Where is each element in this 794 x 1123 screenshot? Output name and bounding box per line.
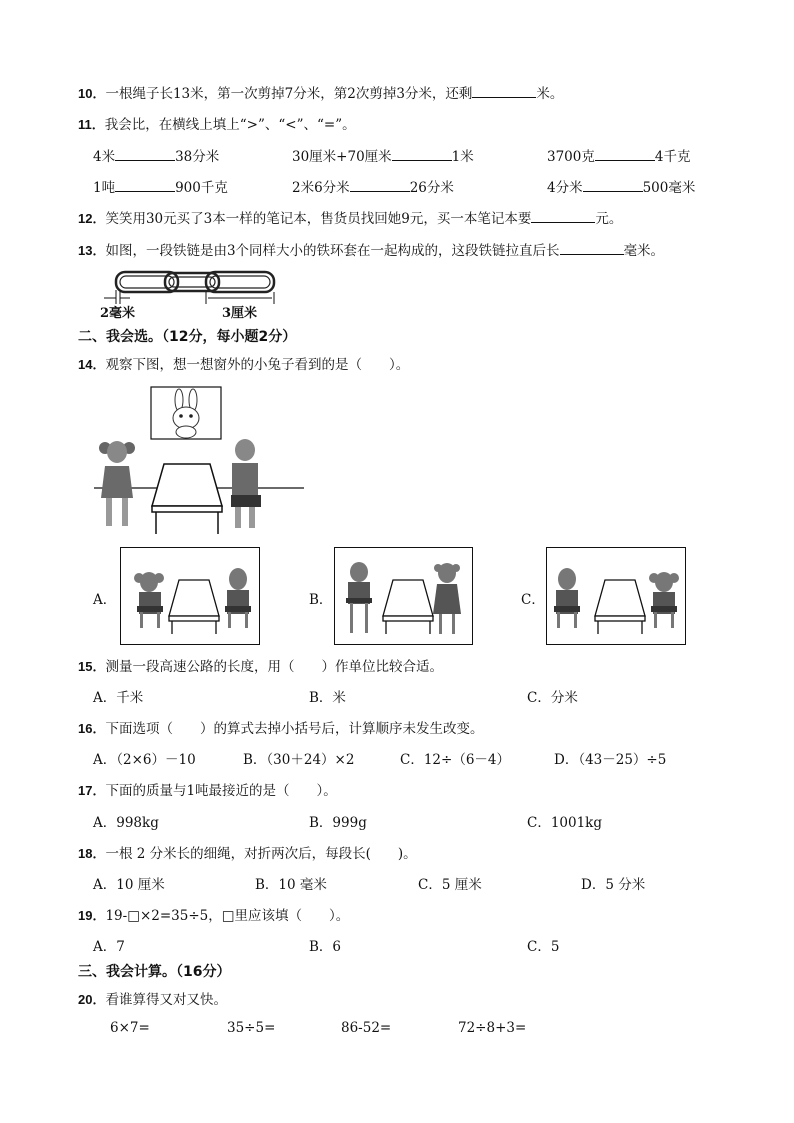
option-d[interactable]: D．（43－25）÷5	[554, 752, 667, 768]
compare-item	[547, 145, 690, 165]
compare-item	[292, 176, 454, 196]
compare-right: 26分米	[409, 180, 454, 196]
compare-left: 4分米	[547, 180, 583, 196]
question-text: 看谁算得又对又快。	[105, 992, 227, 1008]
compare-item	[292, 145, 474, 165]
question-text: 一根绳子长13米，第一次剪掉7分米，第2次剪掉3分米，还剩	[105, 86, 473, 102]
question-text: 一根 2 分米长的细绳，对折两次后，每段长( )。	[105, 846, 417, 862]
section-heading: 三、我会计算。（16分）	[78, 964, 231, 980]
question-number: 13．	[78, 243, 106, 258]
option-a-figure	[121, 548, 259, 644]
option-a[interactable]: A．7	[93, 939, 125, 955]
question-text: 下面的质量与1吨最接近的是（ ）。	[105, 783, 337, 799]
option-c[interactable]: C．12÷（6－4）	[400, 752, 510, 768]
option-b[interactable]: B．米	[309, 690, 346, 706]
question-unit: 毫米。	[623, 243, 665, 259]
answer-blank[interactable]	[595, 148, 655, 161]
question-unit: 元。	[595, 211, 623, 227]
option-b[interactable]: B．999g	[309, 815, 367, 831]
answer-blank[interactable]	[472, 85, 536, 98]
answer-blank[interactable]	[531, 210, 595, 223]
compare-item	[93, 145, 219, 165]
answer-blank[interactable]	[115, 179, 175, 192]
calc-expression: 86-52=	[341, 1020, 392, 1036]
question-text: 19-□×2=35÷5，□里应该填（ ）。	[105, 908, 350, 924]
option-b-figure	[335, 548, 472, 644]
question-number: 14．	[78, 357, 106, 372]
answer-blank[interactable]	[560, 242, 624, 255]
compare-left: 2米6分米	[292, 180, 350, 196]
question-number: 15．	[78, 659, 106, 674]
calc-expression: 6×7=	[110, 1020, 150, 1036]
option-a[interactable]: A．998kg	[93, 815, 159, 831]
answer-blank[interactable]	[115, 148, 175, 161]
question-number: 10．	[78, 86, 106, 101]
compare-left: 1吨	[93, 180, 116, 196]
question-17	[78, 779, 337, 799]
girl-figure	[99, 441, 135, 526]
option-c[interactable]: C．1001kg	[527, 815, 603, 831]
question-number: 16．	[78, 721, 106, 736]
option-label[interactable]: B．	[309, 592, 333, 608]
table-figure	[152, 464, 222, 534]
compare-item	[93, 176, 228, 196]
question-number: 19．	[78, 908, 106, 923]
question-16	[78, 717, 483, 737]
option-b-picture[interactable]	[334, 547, 473, 645]
question-14	[78, 353, 409, 373]
question-11	[78, 113, 356, 133]
question-18	[78, 842, 417, 862]
compare-right: 4千克	[654, 149, 691, 165]
compare-left: 30厘米+70厘米	[292, 149, 392, 165]
question-10	[78, 82, 563, 102]
question-number: 17．	[78, 783, 106, 798]
compare-left: 4米	[93, 149, 116, 165]
question-text: 如图，一段铁链是由3个同样大小的铁环套在一起构成的，这段铁链拉直后长	[105, 243, 560, 259]
question-12	[78, 207, 622, 227]
option-a[interactable]: A．（2×6）－10	[93, 752, 196, 768]
question-text: 观察下图，想一想窗外的小兔子看到的是（ ）。	[105, 357, 410, 373]
question-number: 18．	[78, 846, 106, 861]
compare-right: 900千克	[175, 180, 228, 196]
option-label[interactable]: C．	[521, 592, 545, 608]
compare-item	[547, 176, 695, 196]
option-label[interactable]: A．	[93, 592, 117, 608]
question-15	[78, 655, 443, 675]
chain-label-right: 3厘米	[222, 306, 258, 321]
calc-expression: 35÷5=	[227, 1020, 276, 1036]
compare-right: 500毫米	[642, 180, 696, 196]
option-b[interactable]: B．（30＋24）×2	[243, 752, 355, 768]
compare-right: 1米	[451, 149, 474, 165]
option-b[interactable]: B．10 毫米	[255, 877, 327, 893]
question-number: 11．	[78, 117, 105, 132]
question-13	[78, 239, 664, 259]
option-c[interactable]: C．5	[527, 939, 560, 955]
answer-blank[interactable]	[583, 179, 643, 192]
answer-blank[interactable]	[350, 179, 410, 192]
question-text: 笑笑用30元买了3本一样的笔记本，售货员找回她9元，买一本笔记本要	[105, 211, 532, 227]
question-text: 下面选项（ ）的算式去掉小括号后，计算顺序未发生改变。	[105, 721, 484, 737]
question-20	[78, 988, 227, 1008]
option-b[interactable]: B．6	[309, 939, 342, 955]
boy-figure	[231, 439, 261, 528]
question-text: 我会比，在横线上填上“>”、“<”、“=”。	[104, 117, 356, 133]
calc-expression: 72÷8+3=	[458, 1020, 527, 1036]
question-number: 12．	[78, 211, 106, 226]
compare-right: 38分米	[175, 149, 220, 165]
option-c-picture[interactable]	[546, 547, 686, 645]
section-heading: 二、我会选。（12分，每小题2分）	[78, 329, 297, 345]
compare-left: 3700克	[547, 149, 595, 165]
option-a[interactable]: A．10 厘米	[93, 877, 165, 893]
question-unit: 米。	[536, 86, 564, 102]
option-c[interactable]: C．5 厘米	[418, 877, 482, 893]
question-19	[78, 904, 349, 924]
option-c-figure	[547, 548, 685, 644]
option-d[interactable]: D．5 分米	[581, 877, 646, 893]
question-text: 测量一段高速公路的长度，用（ ）作单位比较合适。	[105, 659, 443, 675]
question-number: 20．	[78, 992, 106, 1007]
chain-label-left: 2毫米	[100, 306, 136, 321]
option-c[interactable]: C．分米	[527, 690, 578, 706]
option-a[interactable]: A．千米	[93, 690, 144, 706]
answer-blank[interactable]	[392, 148, 452, 161]
option-a-picture[interactable]	[120, 547, 260, 645]
scene-figure	[92, 386, 307, 536]
